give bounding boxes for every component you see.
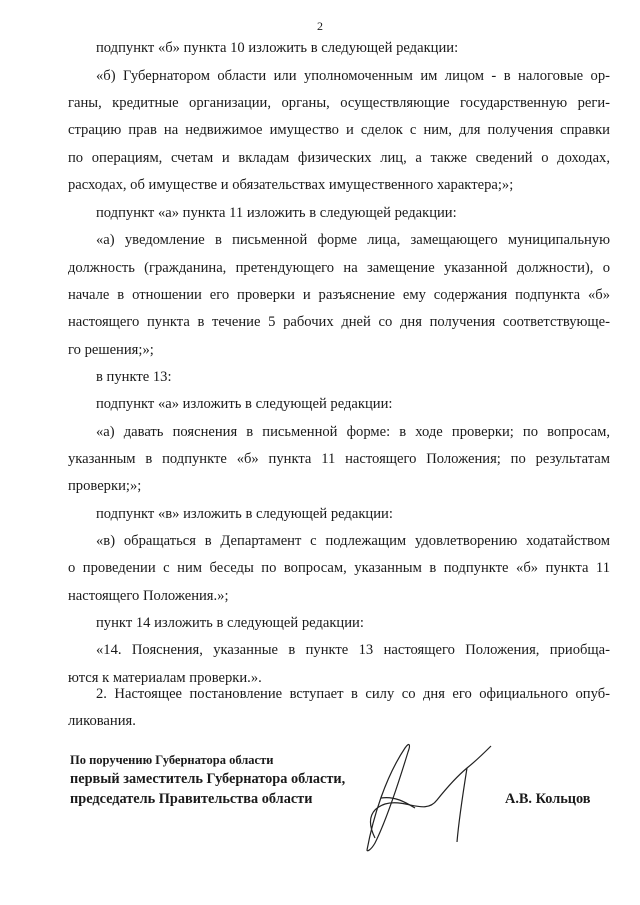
signature-line-2: первый заместитель Губернатора области,: [70, 771, 346, 787]
handwritten-signature: [345, 738, 505, 858]
text-line-6: расходах, об имуществе и обязательствах имущественного характера;»;: [68, 177, 514, 193]
signature-stroke: [370, 746, 491, 838]
text-line-12: го решения;»;: [68, 342, 154, 358]
text-line-7: подпункт «а» пункта 11 изложить в следующей редакции:: [96, 205, 457, 221]
signature-stroke: [457, 768, 467, 842]
text-line-8: «а) уведомление в письменной форме лица, замещающего муниципальную: [96, 232, 610, 248]
signature-line-3: председатель Правительства области: [70, 791, 313, 807]
text-line-9: должность (гражданина, претендующего на замещение указанной должности), о: [68, 260, 610, 276]
text-line-22: пункт 14 изложить в следующей редакции:: [96, 615, 364, 631]
text-line-14: подпункт «а» изложить в следующей редакции:: [96, 396, 393, 412]
text-line-15: «а) давать пояснения в письменной форме: в ходе проверки; по вопросам,: [96, 424, 610, 440]
text-line-19: «в) обращаться в Департамент с подлежащим удовлетворению ходатайством: [96, 533, 610, 549]
text-line-17: проверки;»;: [68, 478, 142, 494]
text-line-25: 2. Настоящее постановление вступает в силу со дня его официального опуб-: [96, 686, 610, 702]
text-line-24: ются к материалам проверки.».: [68, 670, 262, 686]
text-line-26: ликования.: [68, 713, 136, 729]
signature-line-1: По поручению Губернатора области: [70, 753, 274, 767]
signatory-name: А.В. Кольцов: [505, 791, 591, 807]
text-line-16: указанным в подпункте «б» пункта 11 настоящего Положения; по результатам: [68, 451, 610, 467]
text-line-21: настоящего Положения.»;: [68, 588, 229, 604]
text-line-11: настоящего пункта в течение 5 рабочих дней со дня получения соответствующе-: [68, 314, 610, 330]
text-line-1: подпункт «б» пункта 10 изложить в следующей редакции:: [96, 40, 459, 56]
text-line-10: начале в отношении его проверки и разъяснение ему содержания подпункта «б»: [68, 287, 610, 303]
text-line-13: в пункте 13:: [96, 369, 172, 385]
page-number: 2: [317, 19, 323, 33]
text-line-2: «б) Губернатором области или уполномоченным им лицом - в налоговые ор-: [96, 68, 610, 84]
text-line-4: страцию прав на недвижимое имущество и сделок с ним, для получения справки: [68, 122, 610, 138]
text-line-3: ганы, кредитные организации, органы, осуществляющие государственную реги-: [68, 95, 610, 111]
text-line-18: подпункт «в» изложить в следующей редакции:: [96, 506, 393, 522]
text-line-23: «14. Пояснения, указанные в пункте 13 настоящего Положения, приобща-: [96, 642, 610, 658]
text-line-20: о проведении с ним беседы по вопросам, указанным в подпункте «б» пункта 11: [68, 560, 610, 576]
text-line-5: по операциям, счетам и вкладам физических лиц, а также сведений о доходах,: [68, 150, 610, 166]
